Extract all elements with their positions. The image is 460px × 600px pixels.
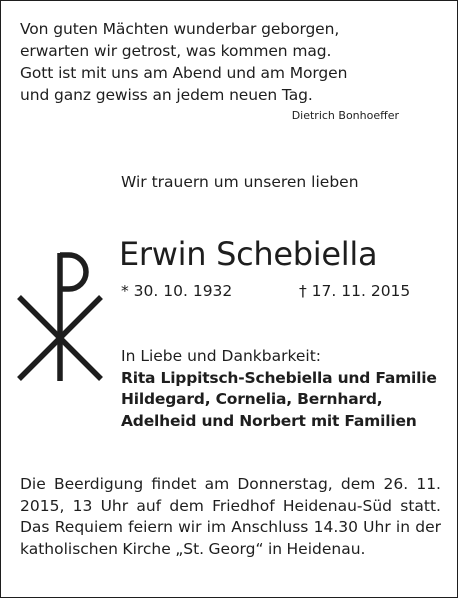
poem [20,18,440,106]
thanks-line: In Liebe und Dankbarkeit: [121,347,322,365]
mourning-intro: Wir trauern um unseren lieben [121,173,359,191]
birth-date: * 30. 10. 1932 [121,282,233,300]
poem-line: erwarten wir getrost, was kommen mag. [20,42,332,60]
family-member-line: Adelheid und Norbert mit Familien [121,411,417,430]
poem-line: und ganz gewiss an jedem neuen Tag. [20,86,313,104]
deceased-name: Erwin Schebiella [119,235,378,273]
family-member-line: Rita Lippitsch-Schebiella und Familie [121,368,437,387]
chi-rho-icon [15,251,105,386]
family-member-line: Hildegard, Cornelia, Bernhard, [121,390,383,408]
poem-line: Von guten Mächten wunderbar geborgen, [20,20,340,38]
death-date: † 17. 11. 2015 [299,282,411,300]
family-block [121,346,437,432]
life-dates [121,282,411,300]
funeral-info: Die Beerdigung findet am Donnerstag, dem 26. 11. 2015, 13 Uhr auf dem Friedhof Heidenau-Süd statt. Das Requiem feiern wir im Anschluss 14.30 Uhr in der katholischen Kirche „St. Georg“ in Heidenau. [20,475,441,558]
poem-author: Dietrich Bonhoeffer [291,109,399,122]
poem-line: Gott ist mit uns am Abend und am Morgen [20,64,348,82]
